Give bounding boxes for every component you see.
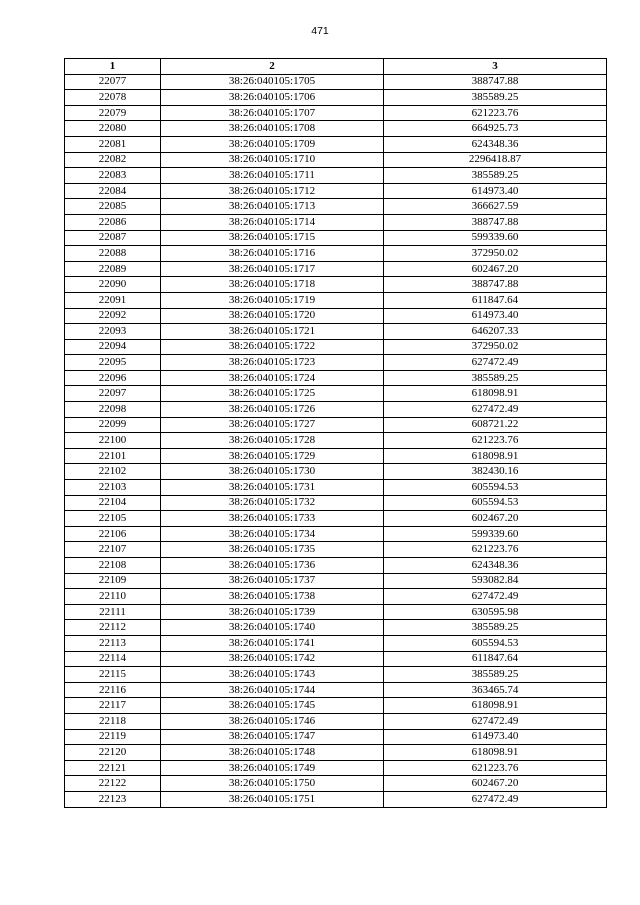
row-number-cell: 22095 [65,355,161,371]
table-row [65,558,607,574]
row-number-cell: 22097 [65,386,161,402]
cadastral-number-cell: 38:26:040105:1726 [161,402,384,418]
row-number-cell: 22121 [65,760,161,776]
row-number-cell: 22098 [65,402,161,418]
cadastral-number-cell: 38:26:040105:1738 [161,589,384,605]
value-cell: 624348.36 [384,558,607,574]
value-cell: 599339.60 [384,526,607,542]
table-row [65,604,607,620]
table-row [65,542,607,558]
value-cell: 618098.91 [384,745,607,761]
value-cell: 602467.20 [384,261,607,277]
value-cell: 385589.25 [384,168,607,184]
table-body [65,74,607,807]
cadastral-number-cell: 38:26:040105:1713 [161,199,384,215]
cadastral-number-cell: 38:26:040105:1747 [161,729,384,745]
value-cell: 621223.76 [384,542,607,558]
row-number-cell: 22106 [65,526,161,542]
cadastral-number-cell: 38:26:040105:1742 [161,651,384,667]
value-cell: 618098.91 [384,386,607,402]
cadastral-number-cell: 38:26:040105:1705 [161,74,384,90]
table-row [65,667,607,683]
row-number-cell: 22114 [65,651,161,667]
row-number-cell: 22088 [65,246,161,262]
table-row [65,324,607,340]
table-row [65,214,607,230]
value-cell: 602467.20 [384,776,607,792]
cadastral-number-cell: 38:26:040105:1707 [161,105,384,121]
column-header-3: 3 [384,59,607,75]
row-number-cell: 22107 [65,542,161,558]
row-number-cell: 22094 [65,339,161,355]
row-number-cell: 22119 [65,729,161,745]
cadastral-number-cell: 38:26:040105:1716 [161,246,384,262]
row-number-cell: 22103 [65,480,161,496]
cadastral-number-cell: 38:26:040105:1706 [161,90,384,106]
table-row [65,74,607,90]
cadastral-number-cell: 38:26:040105:1741 [161,635,384,651]
row-number-cell: 22078 [65,90,161,106]
value-cell: 599339.60 [384,230,607,246]
row-number-cell: 22084 [65,183,161,199]
cadastral-number-cell: 38:26:040105:1735 [161,542,384,558]
value-cell: 618098.91 [384,698,607,714]
table-row [65,230,607,246]
cadastral-number-cell: 38:26:040105:1725 [161,386,384,402]
row-number-cell: 22099 [65,417,161,433]
table-row [65,791,607,807]
row-number-cell: 22086 [65,214,161,230]
row-number-cell: 22091 [65,292,161,308]
row-number-cell: 22100 [65,433,161,449]
value-cell: 621223.76 [384,105,607,121]
cadastral-number-cell: 38:26:040105:1724 [161,370,384,386]
cadastral-number-cell: 38:26:040105:1737 [161,573,384,589]
table-row [65,698,607,714]
table-row [65,526,607,542]
value-cell: 388747.88 [384,214,607,230]
row-number-cell: 22083 [65,168,161,184]
row-number-cell: 22081 [65,136,161,152]
table-row [65,183,607,199]
value-cell: 624348.36 [384,136,607,152]
value-cell: 382430.16 [384,464,607,480]
value-cell: 646207.33 [384,324,607,340]
cadastral-number-cell: 38:26:040105:1729 [161,448,384,464]
table-row [65,651,607,667]
cadastral-number-cell: 38:26:040105:1715 [161,230,384,246]
table-row [65,402,607,418]
value-cell: 388747.88 [384,74,607,90]
value-cell: 385589.25 [384,620,607,636]
table-row [65,386,607,402]
value-cell: 363465.74 [384,682,607,698]
cadastral-number-cell: 38:26:040105:1728 [161,433,384,449]
row-number-cell: 22087 [65,230,161,246]
table-row [65,292,607,308]
row-number-cell: 22077 [65,74,161,90]
cadastral-number-cell: 38:26:040105:1717 [161,261,384,277]
cadastral-number-cell: 38:26:040105:1744 [161,682,384,698]
value-cell: 627472.49 [384,355,607,371]
table-row [65,136,607,152]
cadastral-number-cell: 38:26:040105:1711 [161,168,384,184]
value-cell: 627472.49 [384,589,607,605]
cadastral-number-cell: 38:26:040105:1748 [161,745,384,761]
row-number-cell: 22090 [65,277,161,293]
value-cell: 602467.20 [384,511,607,527]
table-row [65,277,607,293]
value-cell: 2296418.87 [384,152,607,168]
row-number-cell: 22101 [65,448,161,464]
cadastral-number-cell: 38:26:040105:1709 [161,136,384,152]
row-number-cell: 22123 [65,791,161,807]
page-number: 471 [311,25,329,37]
table-row [65,433,607,449]
value-cell: 611847.64 [384,292,607,308]
row-number-cell: 22079 [65,105,161,121]
cadastral-number-cell: 38:26:040105:1746 [161,713,384,729]
cadastral-number-cell: 38:26:040105:1739 [161,604,384,620]
cadastral-number-cell: 38:26:040105:1734 [161,526,384,542]
value-cell: 664925.73 [384,121,607,137]
row-number-cell: 22080 [65,121,161,137]
row-number-cell: 22109 [65,573,161,589]
table-row [65,713,607,729]
cadastral-number-cell: 38:26:040105:1740 [161,620,384,636]
row-number-cell: 22122 [65,776,161,792]
value-cell: 630595.98 [384,604,607,620]
table-row [65,261,607,277]
table-row [65,729,607,745]
value-cell: 388747.88 [384,277,607,293]
value-cell: 593082.84 [384,573,607,589]
cadastral-number-cell: 38:26:040105:1719 [161,292,384,308]
value-cell: 605594.53 [384,635,607,651]
cadastral-number-cell: 38:26:040105:1731 [161,480,384,496]
row-number-cell: 22113 [65,635,161,651]
value-cell: 614973.40 [384,183,607,199]
value-cell: 385589.25 [384,370,607,386]
cadastral-number-cell: 38:26:040105:1723 [161,355,384,371]
cadastral-number-cell: 38:26:040105:1721 [161,324,384,340]
cadastral-number-cell: 38:26:040105:1727 [161,417,384,433]
table-row [65,776,607,792]
table-row [65,90,607,106]
table-row [65,464,607,480]
table-row [65,620,607,636]
row-number-cell: 22116 [65,682,161,698]
table-row [65,511,607,527]
row-number-cell: 22118 [65,713,161,729]
cadastral-number-cell: 38:26:040105:1710 [161,152,384,168]
row-number-cell: 22082 [65,152,161,168]
value-cell: 605594.53 [384,480,607,496]
row-number-cell: 22115 [65,667,161,683]
row-number-cell: 22093 [65,324,161,340]
row-number-cell: 22108 [65,558,161,574]
cadastral-number-cell: 38:26:040105:1750 [161,776,384,792]
table-header-row [65,59,607,75]
value-cell: 621223.76 [384,760,607,776]
column-header-1: 1 [65,59,161,75]
value-cell: 627472.49 [384,713,607,729]
row-number-cell: 22092 [65,308,161,324]
column-header-2: 2 [161,59,384,75]
table-row [65,573,607,589]
table-row [65,168,607,184]
cadastral-number-cell: 38:26:040105:1720 [161,308,384,324]
value-cell: 627472.49 [384,791,607,807]
table-row [65,199,607,215]
table-row [65,370,607,386]
cadastral-number-cell: 38:26:040105:1733 [161,511,384,527]
row-number-cell: 22120 [65,745,161,761]
cadastral-number-cell: 38:26:040105:1743 [161,667,384,683]
row-number-cell: 22096 [65,370,161,386]
table-row [65,308,607,324]
table-row [65,745,607,761]
cadastral-number-cell: 38:26:040105:1751 [161,791,384,807]
cadastral-number-cell: 38:26:040105:1718 [161,277,384,293]
value-cell: 385589.25 [384,90,607,106]
value-cell: 605594.53 [384,495,607,511]
table-row [65,495,607,511]
value-cell: 608721.22 [384,417,607,433]
cadastral-number-cell: 38:26:040105:1749 [161,760,384,776]
row-number-cell: 22105 [65,511,161,527]
table-row [65,121,607,137]
value-cell: 385589.25 [384,667,607,683]
row-number-cell: 22112 [65,620,161,636]
table-row [65,635,607,651]
value-cell: 366627.59 [384,199,607,215]
data-table [64,58,607,808]
value-cell: 618098.91 [384,448,607,464]
table-row [65,355,607,371]
cadastral-number-cell: 38:26:040105:1730 [161,464,384,480]
value-cell: 621223.76 [384,433,607,449]
table-row [65,417,607,433]
table-row [65,448,607,464]
cadastral-number-cell: 38:26:040105:1732 [161,495,384,511]
cadastral-number-cell: 38:26:040105:1708 [161,121,384,137]
value-cell: 614973.40 [384,308,607,324]
row-number-cell: 22111 [65,604,161,620]
table-row [65,480,607,496]
table-row [65,589,607,605]
table-row [65,105,607,121]
row-number-cell: 22089 [65,261,161,277]
row-number-cell: 22085 [65,199,161,215]
value-cell: 372950.02 [384,339,607,355]
cadastral-number-cell: 38:26:040105:1712 [161,183,384,199]
value-cell: 372950.02 [384,246,607,262]
cadastral-number-cell: 38:26:040105:1745 [161,698,384,714]
cadastral-number-cell: 38:26:040105:1722 [161,339,384,355]
row-number-cell: 22102 [65,464,161,480]
cadastral-number-cell: 38:26:040105:1714 [161,214,384,230]
cadastral-number-cell: 38:26:040105:1736 [161,558,384,574]
table-row [65,760,607,776]
value-cell: 611847.64 [384,651,607,667]
table-row [65,152,607,168]
value-cell: 614973.40 [384,729,607,745]
table-row [65,339,607,355]
table-row [65,682,607,698]
value-cell: 627472.49 [384,402,607,418]
row-number-cell: 22117 [65,698,161,714]
row-number-cell: 22110 [65,589,161,605]
table-row [65,246,607,262]
row-number-cell: 22104 [65,495,161,511]
